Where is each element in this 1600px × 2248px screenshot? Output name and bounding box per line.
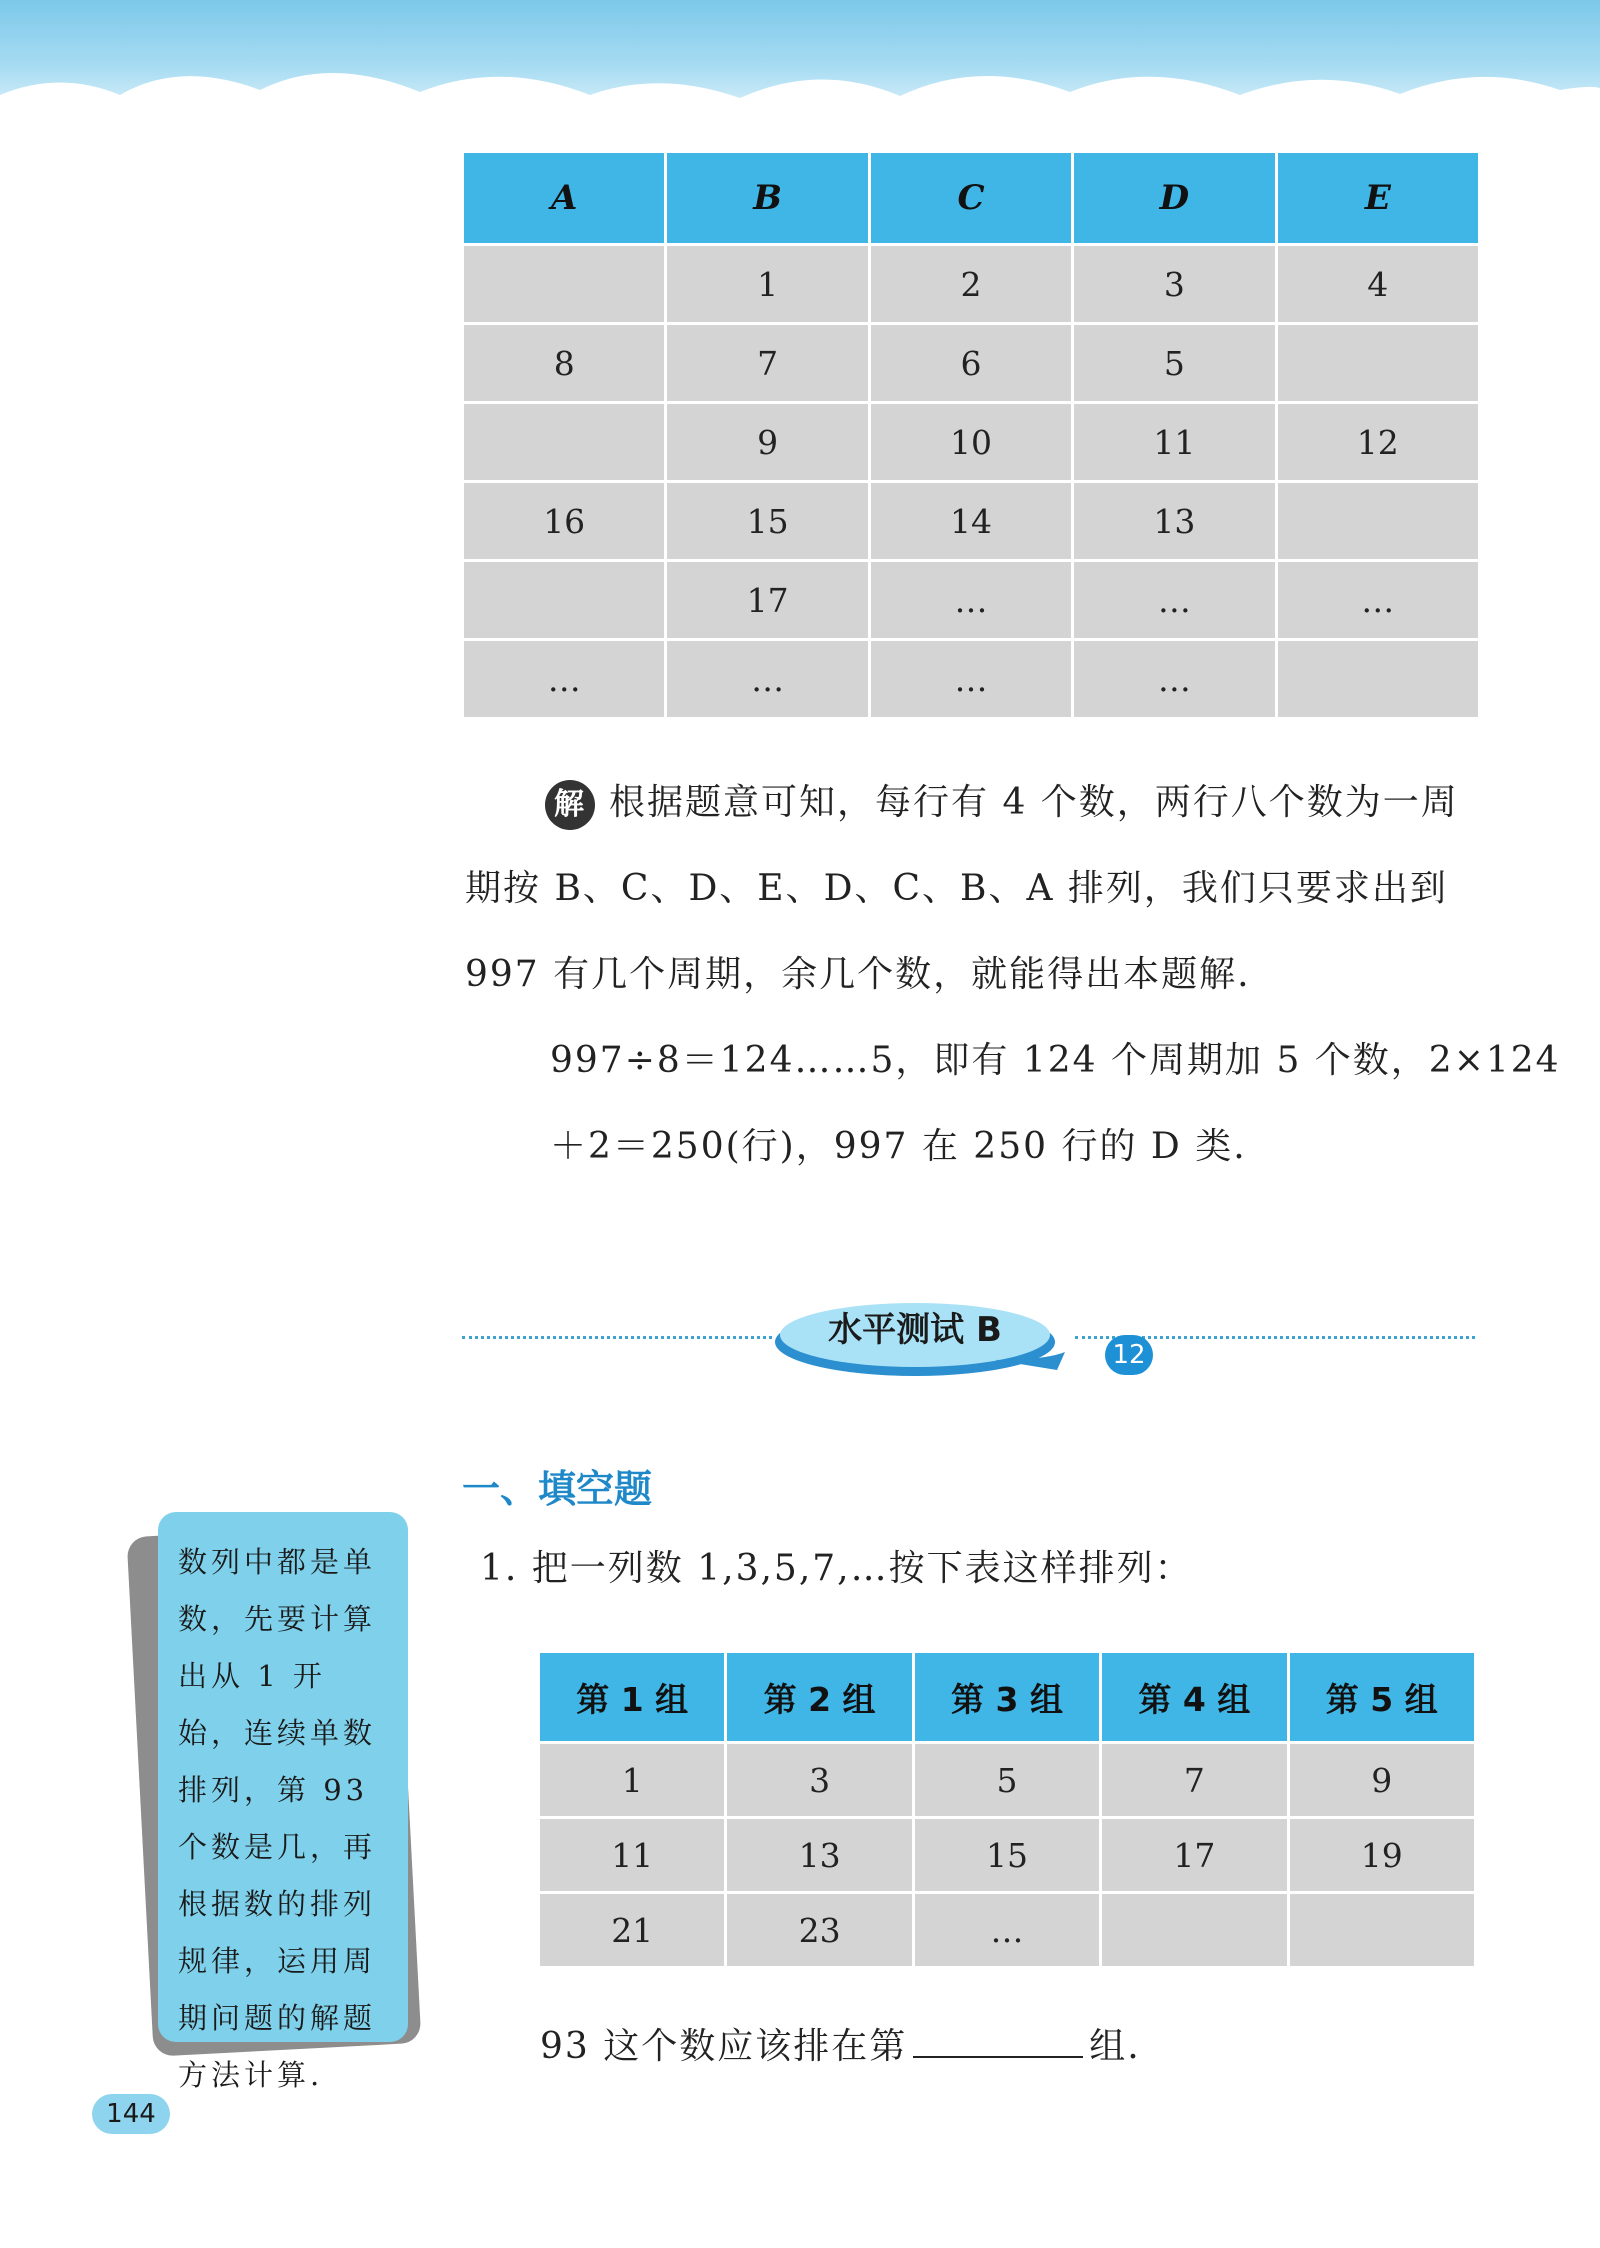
- column-header: A: [463, 152, 666, 245]
- table-cell: …: [1276, 561, 1479, 640]
- table-cell: 23: [726, 1893, 913, 1968]
- column-header: 第 4 组: [1101, 1652, 1288, 1743]
- table-cell: 9: [1288, 1743, 1475, 1818]
- solution-paragraph-2: [465, 1018, 1570, 1190]
- table-cell: 7: [666, 324, 869, 403]
- table-cell: 5: [913, 1743, 1100, 1818]
- column-header: E: [1276, 152, 1479, 245]
- table-cell: 3: [1073, 245, 1276, 324]
- answer-suffix: 组.: [1089, 2026, 1141, 2067]
- table-cell: 17: [1101, 1818, 1288, 1893]
- table-cell: 3: [726, 1743, 913, 1818]
- table-cell: 7: [1101, 1743, 1288, 1818]
- table-row: [463, 324, 1480, 403]
- table-cell: …: [869, 561, 1072, 640]
- table-cell: 8: [463, 324, 666, 403]
- table-row: [539, 1893, 1476, 1968]
- table-cell: [1276, 640, 1479, 719]
- table-row: [463, 482, 1480, 561]
- table-cell: 14: [869, 482, 1072, 561]
- side-note: [158, 1512, 408, 2092]
- side-note-text: 数列中都是单数，先要计算出从 1 开始，连续单数排列，第 93 个数是几，再根据数的排列规律，运用周期问题的解题方法计算.: [178, 1545, 377, 2092]
- table-cell: …: [1073, 640, 1276, 719]
- page-number: 144: [92, 2094, 170, 2134]
- table-cell: …: [463, 640, 666, 719]
- table-cell: 1: [539, 1743, 726, 1818]
- table-cell: 17: [666, 561, 869, 640]
- table-cell: [463, 403, 666, 482]
- table-cell: 9: [666, 403, 869, 482]
- table-cell: [1101, 1893, 1288, 1968]
- question-1-answer-line: [540, 2018, 1141, 2069]
- column-header: B: [666, 152, 869, 245]
- answer-blank[interactable]: [913, 2026, 1083, 2058]
- odd-number-groups-table: [537, 1650, 1477, 1969]
- table-cell: 2: [869, 245, 1072, 324]
- table-cell: …: [913, 1893, 1100, 1968]
- table-row: [463, 245, 1480, 324]
- table-cell: …: [1073, 561, 1276, 640]
- column-header: C: [869, 152, 1072, 245]
- table-cell: 13: [1073, 482, 1276, 561]
- table-cell: …: [869, 640, 1072, 719]
- table-cell: 16: [463, 482, 666, 561]
- table-cell: [1276, 324, 1479, 403]
- table-cell: …: [666, 640, 869, 719]
- column-header: 第 2 组: [726, 1652, 913, 1743]
- table-cell: 21: [539, 1893, 726, 1968]
- solution-paragraph-1: [465, 760, 1485, 1018]
- table-row: [463, 640, 1480, 719]
- arrangement-table-abcde: [461, 150, 1481, 720]
- question-1-text: 1. 把一列数 1,3,5,7,…按下表这样排列：: [480, 1548, 1193, 1589]
- cloud-decoration: [0, 0, 1600, 150]
- sky-banner: [0, 0, 1600, 150]
- table-row: [539, 1743, 1476, 1818]
- table-cell: 15: [913, 1818, 1100, 1893]
- column-header: 第 5 组: [1288, 1652, 1475, 1743]
- solution-text-2: 997÷8＝124……5，即有 124 个周期加 5 个数，2×124＋2＝250(行)，997 在 250 行的 D 类.: [550, 1040, 1561, 1167]
- table-cell: 19: [1288, 1818, 1475, 1893]
- column-header: 第 3 组: [913, 1652, 1100, 1743]
- solution-text-1: 根据题意可知，每行有 4 个数，两行八个数为一周期按 B、C、D、E、D、C、B、A 排列，我们只要求出到 997 有几个周期，余几个数，就能得出本题解.: [465, 782, 1459, 995]
- table-cell: 11: [539, 1818, 726, 1893]
- table-cell: 1: [666, 245, 869, 324]
- table-cell: 5: [1073, 324, 1276, 403]
- column-header: D: [1073, 152, 1276, 245]
- table-header-row: [539, 1652, 1476, 1743]
- table-cell: [1288, 1893, 1475, 1968]
- table-row: [463, 561, 1480, 640]
- table-cell: 11: [1073, 403, 1276, 482]
- table-row: [539, 1818, 1476, 1893]
- table-row: [463, 403, 1480, 482]
- table-cell: [1276, 482, 1479, 561]
- column-header: 第 1 组: [539, 1652, 726, 1743]
- solution-badge: 解: [545, 780, 595, 830]
- table-header-row: [463, 152, 1480, 245]
- table-cell: 4: [1276, 245, 1479, 324]
- table-cell: 6: [869, 324, 1072, 403]
- test-number-badge: 12: [1105, 1335, 1153, 1375]
- section-heading: 一、填空题: [462, 1467, 653, 1511]
- test-title: 水平测试 B: [828, 1310, 1002, 1350]
- table-cell: 12: [1276, 403, 1479, 482]
- table-cell: [463, 561, 666, 640]
- dotted-divider-left: [462, 1336, 772, 1339]
- table-cell: 10: [869, 403, 1072, 482]
- table-cell: [463, 245, 666, 324]
- table-cell: 13: [726, 1818, 913, 1893]
- table-cell: 15: [666, 482, 869, 561]
- answer-prefix: 93 这个数应该排在第: [540, 2026, 908, 2067]
